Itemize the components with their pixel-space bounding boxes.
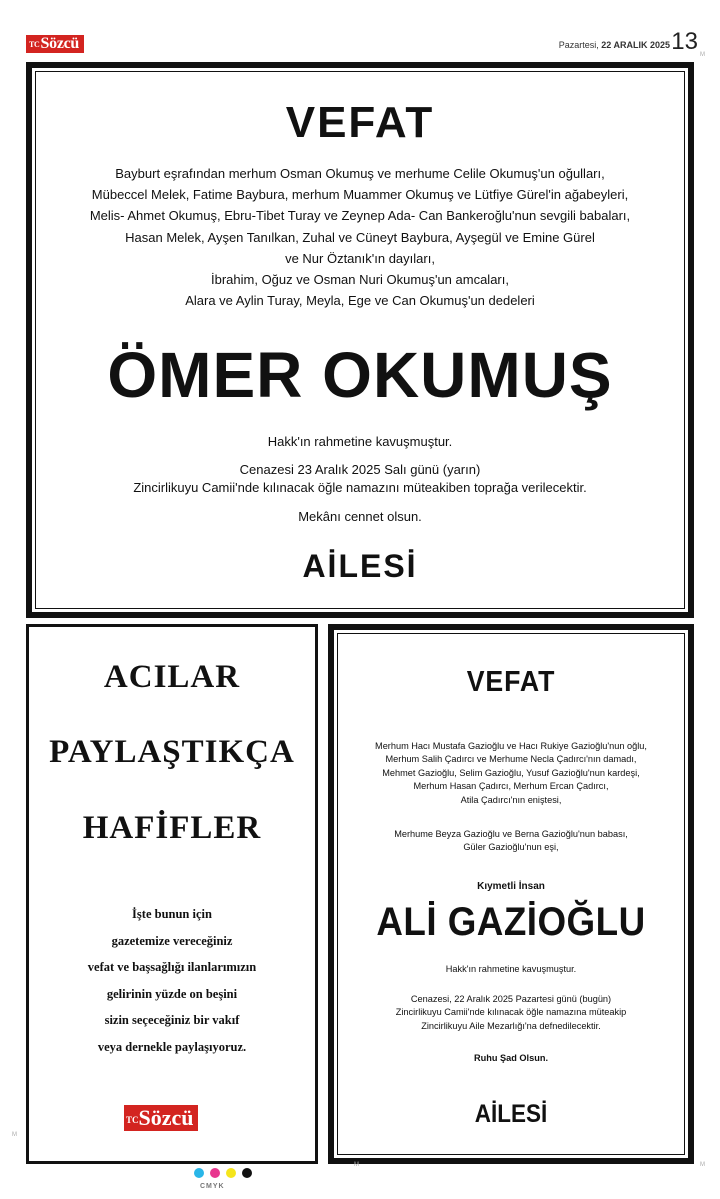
notice-title: VEFAT [285,98,435,147]
prayer-line: Mekânı cennet olsun. [298,509,422,524]
passing-line: Hakk'ın rahmetine kavuşmuştur. [445,964,577,974]
family-line: Hasan Melek, Ayşen Tanılkan, Zuhal ve Cüneyt Baybura, Ayşegül ve Emine Gürel [125,229,595,245]
funeral-line: Cenazesi, 22 Aralık 2025 Pazartesi günü (bugün) [410,994,612,1004]
date-line [559,40,670,50]
ad-heading-3: HAFİFLER [82,810,262,846]
sharing-ad [26,624,318,1164]
sozcu-logo: TCSözcü [26,35,84,53]
magenta-dot [210,1168,220,1178]
signature: AİLESİ [474,1100,548,1128]
cmyk-label: CMYK [200,1183,225,1190]
ad-body-line: İşte bunun için [132,907,212,921]
crop-mark: M [700,52,705,58]
page-number: 13 [671,28,698,55]
family-line: Melis- Ahmet Okumuş, Ebru-Tibet Turay ve Zeynep Ada- Can Bankeroğlu'nun sevgili babaları, [89,208,631,224]
deceased-name: ÖMER OKUMUŞ [107,339,613,411]
family-lines [334,740,688,807]
ad-body-line: vefat ve başsağlığı ilanlarımızın [87,960,257,974]
family-line: Güler Gazioğlu'nun eşi, [463,842,559,853]
family-line: Bayburt eşrafından merhum Osman Okumuş ve merhume Celile Okumuş'un oğulları, [115,166,605,181]
funeral-line: Cenazesi 23 Aralık 2025 Salı günü (yarın) [239,462,481,477]
family-line: Mübeccel Melek, Fatime Baybura, merhum Muammer Okumuş ve Lütfiye Gürel'in ağabeyleri, [91,187,629,203]
deceased-name: ALİ GAZİOĞLU [376,900,646,944]
family-lines-2 [334,828,688,855]
ad-heading-2: PAYLAŞTIKÇA [49,734,295,770]
funeral-info [32,461,688,497]
cmyk-print-marks [192,1168,256,1194]
crop-mark: M [354,1162,359,1168]
passing-line: Hakk'ın rahmetine kavuşmuştur. [267,434,453,449]
crop-mark: M [700,1162,705,1168]
black-dot [242,1168,252,1178]
ad-body-line: gazetemize vereceğiniz [111,933,233,948]
funeral-info [334,993,688,1033]
signature: AİLESİ [302,548,418,584]
ad-body-line: gelirinin yüzde on beşini [106,986,238,1001]
family-line: İbrahim, Oğuz ve Osman Nuri Okumuş'un amcaları, [211,272,509,288]
date-day: Pazartesi, [558,40,599,50]
family-line: Merhum Hasan Çadırcı, Merhum Ercan Çadırcı, [413,781,609,792]
funeral-line: Zincirlikuyu Aile Mezarlığı'na defnedilecektir. [421,1020,601,1031]
family-line: ve Nur Öztanık'ın dayıları, [285,250,435,266]
page-header [0,0,720,60]
funeral-line: Zincirlikuyu Camii'nde kılınacak öğle namazına müteakip [395,1007,627,1018]
funeral-line: Zincirlikuyu Camii'nde kılınacak öğle namazını müteakiben toprağa verilecektir. [133,480,587,495]
family-lines [32,163,688,311]
date-rest: 22 ARALIK 2025 [601,40,670,50]
prayer-line: Ruhu Şad Olsun. [473,1053,548,1063]
family-line: Merhume Beyza Gazioğlu ve Berna Gazioğlu'nun babası, [394,829,628,839]
ad-body [29,901,315,1060]
family-line: Alara ve Aylin Turay, Meyla, Ege ve Can Okumuş'un dedeleri [185,293,535,309]
family-line: Mehmet Gazioğlu, Selim Gazioğlu, Yusuf Gazioğlu'nun kardeşi, [382,767,640,778]
notice-title: VEFAT [466,666,556,698]
ad-heading-1: ACILAR [103,659,241,695]
yellow-dot [226,1168,236,1178]
ad-sozcu-logo: TCSözcü [124,1105,198,1131]
name-prefix: Kıymetli İnsan [477,881,545,892]
ad-body-line: veya dernekle paylaşıyoruz. [97,1039,247,1054]
main-obituary-notice [26,62,694,618]
second-obituary-notice [328,624,694,1164]
cyan-dot [194,1168,204,1178]
crop-mark: M [12,1132,17,1138]
family-line: Merhum Hacı Mustafa Gazioğlu ve Hacı Rukiye Gazioğlu'nun oğlu, [375,741,647,751]
family-line: Merhum Salih Çadırcı ve Merhume Necla Çadırcı'nın damadı, [385,754,637,765]
ad-body-line: sizin seçeceğiniz bir vakıf [104,1013,240,1027]
family-line: Atila Çadırcı'nın eniştesi, [460,794,562,805]
notice-inner-border [337,633,685,1155]
